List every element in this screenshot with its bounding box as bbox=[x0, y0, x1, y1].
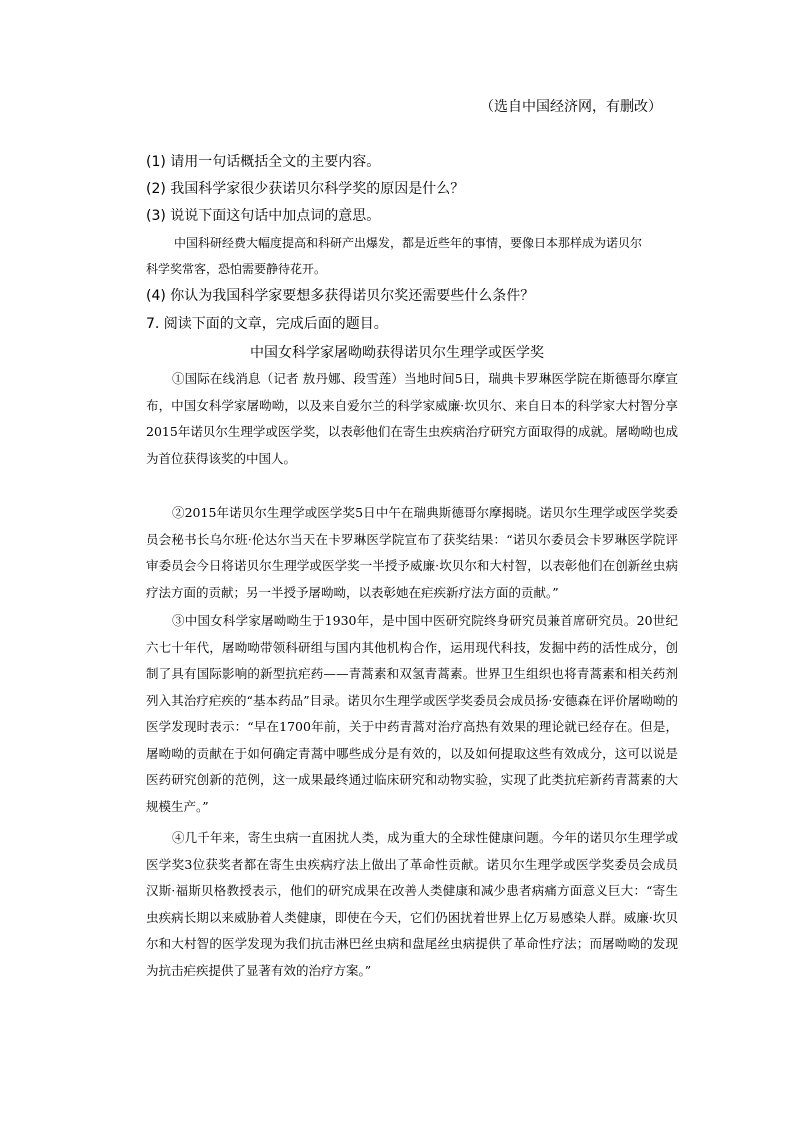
paragraph-3: ③中国女科学家屠呦呦生于1930年，是中国中医研究院终身研究员兼首席研究员。20世纪六七十年代，屠呦呦带领科研组与国内其他机构合作，运用现代科技，发掘中药的活性成分，创制了具有国际影响的新型抗疟药——青蒿素和双氢青蒿素。世界卫生组织也将青蒿素和相关药剂列入其治疗疟疾的“基本药品”目录。诺贝尔生理学或医学奖委员会成员扬·安德森在评价屠呦呦的医学发现时表示：“早在1700年前，关于中药青蒿对治疗高热有效果的理论就已经存在。但是，屠呦呦的贡献在于如何确定青蒿中哪些成分是有效的，以及如何提取这些有效成分，这可以说是医药研究创新的范例，这一成果最终通过临床研究和动物实验，实现了此类抗疟新药青蒿素的大规模生产。” bbox=[146, 613, 678, 814]
article-title: 中国女科学家屠呦呦获得诺贝尔生理学或医学奖 bbox=[250, 345, 544, 361]
paragraph-1: ①国际在线消息（记者 敖丹娜、段雪莲）当地时间5日，瑞典卡罗琳医学院在斯德哥尔摩宣布，中国女科学家屠呦呦，以及来自爱尔兰的科学家威廉·坎贝尔、来自日本的科学家大村智分享2015年诺贝尔生理学或医学奖，以表彰他们在寄生虫疾病治疗研究方面取得的成就。屠呦呦也成为首位获得该奖的中国人。 bbox=[146, 371, 678, 466]
paragraph-4: ④几千年来，寄生虫病一直困扰人类，成为重大的全球性健康问题。今年的诺贝尔生理学或医学奖3位获奖者都在寄生虫疾病疗法上做出了革命性贡献。诺贝尔生理学或医学奖委员会成员汉斯·福斯贝格教授表示，他们的研究成果在改善人类健康和减少患者病痛方面意义巨大：“寄生虫疾病长期以来威胁着人类健康，即使在今天，它们仍困扰着世界上亿万易感染人群。威廉·坎贝尔和大村智的医学发现为我们抗击淋巴丝虫病和盘尾丝虫病提供了革命性疗法；而屠呦呦的发现为抗击疟疾提供了显著有效的治疗方案。” bbox=[146, 830, 678, 978]
paragraph-2: ②2015年诺贝尔生理学或医学奖5日中午在瑞典斯德哥尔摩揭晓。诺贝尔生理学或医学奖委员会秘书长乌尔班·伦达尔当天在卡罗琳医学院宣布了获奖结果：“诺贝尔委员会卡罗琳医学院评审委员会今日将诺贝尔生理学或医学奖一半授予威廉·坎贝尔和大村智，以表彰他们在创新丝虫病疗法方面的贡献；另一半授予屠呦呦，以表彰她在疟疾新疗法方面的贡献。” bbox=[146, 505, 678, 600]
question-4: (4) 你认为我国科学家要想多获得诺贝尔奖还需要些什么条件？ bbox=[146, 288, 535, 304]
item-7-instruction: 7. 阅读下面的文章，完成后面的题目。 bbox=[146, 316, 388, 332]
question-3-quote: 中国科研经费大幅度提高和科研产出爆发，都是近些年的事情，要像日本那样成为诺贝尔科学奖常客，恐怕需要静待花开。 bbox=[146, 236, 643, 276]
source-note: （选自中国经济网，有删改） bbox=[480, 99, 662, 115]
question-1: (1) 请用一句话概括全文的主要内容。 bbox=[146, 154, 381, 170]
question-3: (3) 说说下面这句话中加点词的意思。 bbox=[146, 208, 381, 224]
question-2: (2) 我国科学家很少获诺贝尔科学奖的原因是什么？ bbox=[146, 181, 465, 197]
